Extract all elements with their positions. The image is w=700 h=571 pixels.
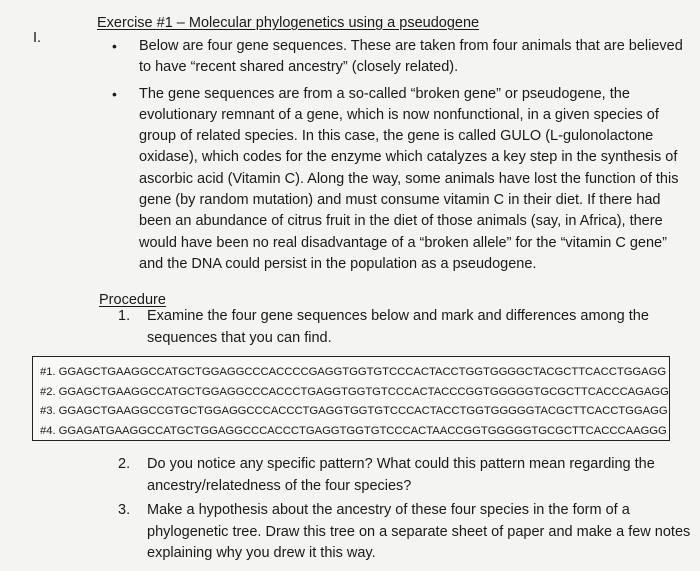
step-text: Do you notice any specific pattern? What could this pattern mean regarding the ancestry/relatedness of the four species? (147, 456, 655, 494)
procedure-step-2 (118, 454, 693, 497)
step-number: 1. (118, 308, 131, 324)
sequence-line-4: #4. GGAGATGAAGGCCATGCTGGAGGCCCACCCTGAGGTGGTGTCCCACTAACCGGTGGGGGTGCGCTTCACCCAAGGG (40, 424, 667, 437)
bullet-dot: • (112, 85, 117, 102)
procedure-steps-bottom (118, 454, 693, 565)
bullet-dot: • (112, 38, 117, 54)
intro-bullet-text: The gene sequences are from a so-called “broken gene” or pseudogene, the evolutionary remnant of a gene, which is now nonfunctional, in a given species of group of related species. In this case, the gene is called GULO (L-gulonolactone oxidase), which codes for the enzyme which catalyzes a key step in the synthesis of ascorbic acid (Vitamin C). Along the way, some animals have lost the function of this gene (by random mutation) and must consume vitamin C in their diet. If there had been an abundance of citrus fruit in the diet of those animals (say, in Africa), there would have been no real disadvantage of a “broken allele” for the “vitamin C gene” and the DNA could persist in the population as a pseudogene. (139, 85, 679, 272)
step-number: 2. (118, 456, 131, 472)
procedure-step-3 (118, 500, 693, 565)
exercise-title: Exercise #1 – Molecular phylogenetics using a pseudogene (97, 15, 480, 31)
sequence-line-1: #1. GGAGCTGAAGGCCATGCTGGAGGCCCACCCCGAGGTGGTGTCCCACTACCTGGTGGGGCTACGCTTCACCTGGAGG (40, 366, 667, 378)
section-numeral: I. (33, 30, 42, 46)
sequence-line-2: #2. GGAGCTGAAGGCCATGCTGGAGGCCCACCCTGAGGTGGTGTCCCACTACCCGGTGGGGGTGCGCTTCACCCAGAGG (40, 385, 669, 398)
intro-bullet-text: Below are four gene sequences. These are taken from four animals that are believed to have “recent shared ancestry” (closely related). (139, 38, 683, 76)
procedure-steps-top (118, 306, 693, 349)
intro-bullet-list (112, 36, 692, 275)
procedure-heading: Procedure (99, 292, 166, 308)
step-number: 3. (118, 502, 131, 518)
intro-bullet-2 (112, 84, 692, 276)
intro-bullet-1 (112, 36, 692, 79)
sequence-line-3: #3. GGAGCTGAAGGCCGTGCTGGAGGCCCACCCTGAGGTGGTGTCCCACTACCTGGTGGGGGTACGCTTCACCTGGAGG (40, 405, 668, 417)
sequence-box (32, 356, 670, 441)
step-text: Make a hypothesis about the ancestry of these four species in the form of a phylogenetic tree. Draw this tree on a separate sheet of paper and make a few notes explaining why you drew it this way. (147, 502, 691, 561)
procedure-step-1 (118, 306, 693, 349)
step-text: Examine the four gene sequences below and mark and differences among the sequences that you can find. (147, 308, 649, 346)
